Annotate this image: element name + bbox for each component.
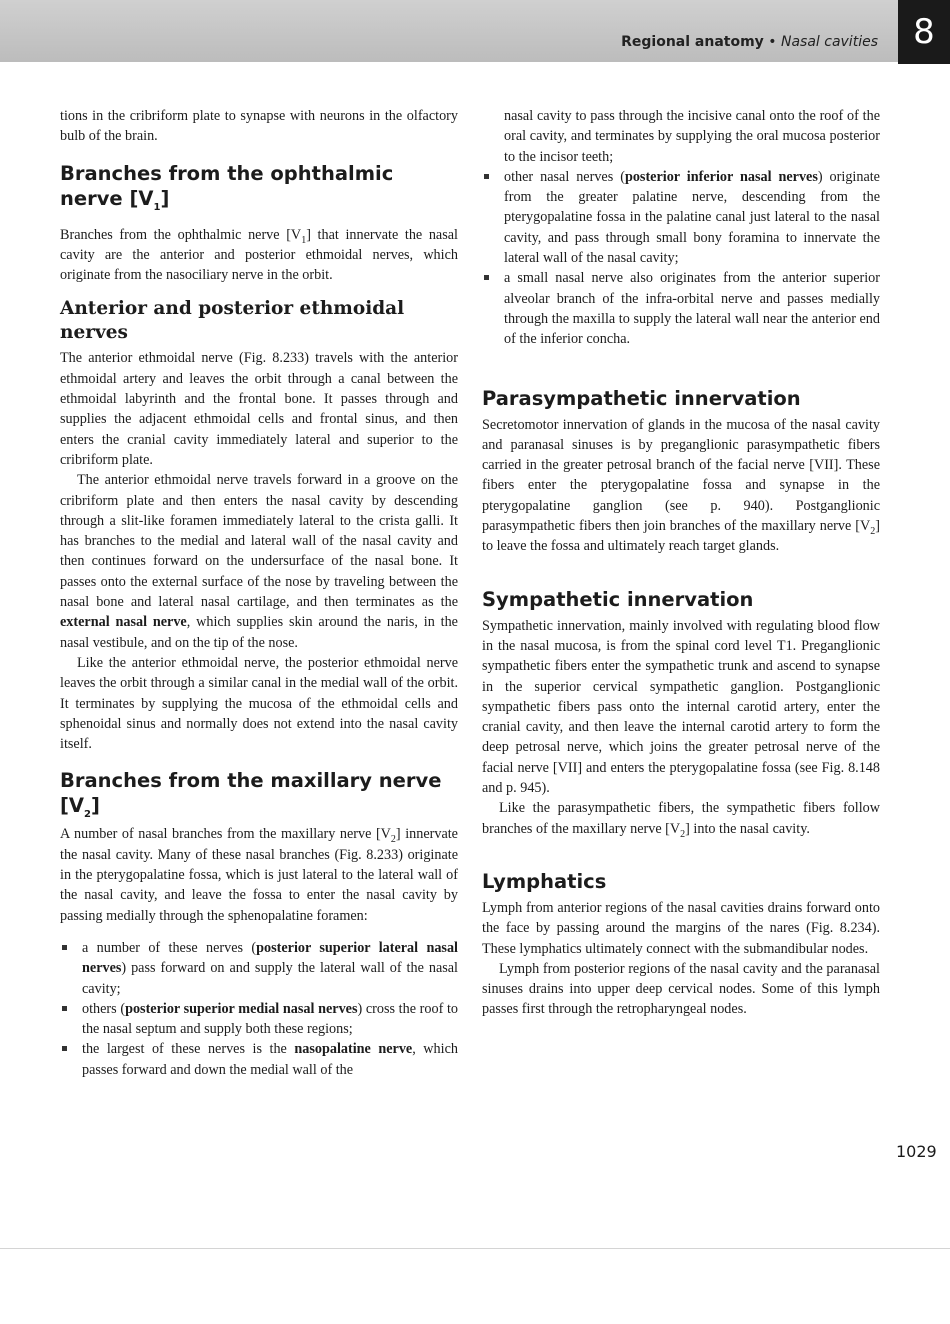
list-item: a small nasal nerve also originates from the anterior superior alveolar branch of the infra-orbital nerve and passes medially through the maxilla to supply the lateral wall near the anterior end of the inferior concha. (482, 268, 880, 349)
paragraph: Like the parasympathetic fibers, the sympathetic fibers follow branches of the maxillary nerve $[V_2]$ into the nasal cavity. (482, 800, 880, 840)
paragraph: nasal cavity to pass through the incisive canal onto the roof of the oral cavity, and terminates by supplying the oral mucosa posterior to the incisor teeth; (504, 108, 880, 165)
list-item: other nasal nerves (posterior inferior nasal nerves) originate from the greater palatine nerve, descending from the pterygopalatine fossa in the palatine canal just lateral to the nasal cavity, and pass through small bony foramina to innervate the lateral wall of the nasal cavity; (482, 167, 880, 268)
heading-ophthalmic: Branches from the ophthalmic nerve $[V_1]$ (60, 161, 394, 213)
header-subsection: Nasal cavities (780, 34, 878, 50)
nasal-branches-list-continued (482, 167, 880, 350)
list-item: a number of these nerves (posterior superior lateral nasal nerves) pass forward on and supply the lateral wall of the nasal cavity; (60, 938, 458, 999)
paragraph: Lymph from anterior regions of the nasal cavities drains forward onto the face by passing around the margins of the nares (Fig. 8.234). These lymphatics ultimately connect with the submandibular nodes. (482, 899, 880, 957)
paragraph: Lymph from posterior regions of the nasal cavity and the paranasal sinuses drains into upper deep cervical nodes. Some of this lymph passes first through the retropharyngeal nodes. (482, 960, 880, 1018)
heading-parasympathetic: Parasympathetic innervation (482, 386, 801, 410)
header-section: Regional anatomy (621, 34, 764, 50)
paragraph: Secretomotor innervation of glands in the mucosa of the nasal cavity and paranasal sinuses is by preganglionic parasympathetic fibers carried in the greater petrosal branch of the facial nerve [VII]. These fibers enter the pterygopalatine fossa and synapse in the pterygopalatine ganglion (see p. 940). Postganglionic parasympathetic fibers then join branches of the maxillary nerve $[V_2]$ to leave the fossa and ultimately reach target glands. (482, 416, 880, 555)
header-title (621, 34, 878, 50)
list-item: the largest of these nerves is the nasopalatine nerve, which passes forward and down the medial wall of the (60, 1039, 458, 1080)
list-item: others (posterior superior medial nasal nerves) cross the roof to the nasal septum and supply both these regions; (60, 999, 458, 1040)
heading-maxillary: Branches from the maxillary nerve $[V_2]$ (60, 769, 442, 821)
page-number: 1029 (896, 1142, 937, 1161)
paragraph: The anterior ethmoidal nerve (Fig. 8.233) travels with the anterior ethmoidal artery and leaves the orbit through a canal between the ethmoidal labyrinth and the frontal bone. It passes through and supplies the adjacent ethmoidal cells and frontal sinus, and then enters the cranial cavity immediately lateral and superior to the cribriform plate. (60, 350, 458, 468)
paragraph: Like the anterior ethmoidal nerve, the posterior ethmoidal nerve leaves the orbit through a similar canal in the medial wall of the orbit. It terminates by supplying the mucosa of the ethmoidal cells and sphenoidal sinus and normally does not extend into the nasal cavity itself. (60, 654, 458, 753)
heading-sympathetic: Sympathetic innervation (482, 587, 754, 611)
right-column (482, 106, 880, 1020)
header-separator: • (768, 34, 777, 50)
paragraph: Branches from the ophthalmic nerve $[V_1]$ that innervate the nasal cavity are the anterior and posterior ethmoidal nerves, which originate from the nasociliary nerve in the orbit. (60, 226, 458, 284)
paragraph: Sympathetic innervation, mainly involved with regulating blood flow in the nasal mucosa, is from the spinal cord level T1. Preganglionic sympathetic fibers enter the sympathetic trunk and ascend to synapse in the superior cervical sympathetic ganglion. Postganglionic sympathetic fibers pass onto the internal carotid artery, enter the cranial cavity, and then leave the internal carotid artery to form the deep petrosal nerve, which joins the greater petrosal nerve of the facial nerve [VII] and enters the pterygopalatine fossa (see Fig. 8.148 and p. 945). (482, 617, 880, 797)
chapter-tab: 8 (898, 0, 950, 64)
heading-ethmoidal: Anterior and posterior ethmoidal nerves (60, 298, 405, 344)
paragraph: The anterior ethmoidal nerve travels forward in a groove on the cribriform plate and then enters the nasal cavity by descending through a slit-like foramen immediately lateral to the crista galli. It has branches to the medial and lateral wall of the nasal cavity and then continues forward on the undersurface of the nasal bone. It passes onto the external surface of the nose by traveling between the nasal bone and lateral nasal cartilage, and then terminates as the external nasal nerve, which supplies skin around the naris, in the nasal vestibule, and on the tip of the nose. (60, 472, 458, 651)
nasal-branches-list (60, 938, 458, 1080)
paragraph: tions in the cribriform plate to synapse with neurons in the olfactory bulb of the brain. (60, 108, 458, 145)
left-column (60, 106, 458, 1080)
running-header (0, 0, 898, 62)
paragraph: A number of nasal branches from the maxillary nerve $[V_2]$ innervate the nasal cavity. Many of these nasal branches (Fig. 8.233) originate in the pterygopalatine fossa, which is just lateral to the lateral wall of the nasal cavity, and leave the fossa to enter the nasal cavity by passing medially through the sphenopalatine foramen: (60, 826, 458, 924)
heading-lymphatics: Lymphatics (482, 869, 607, 893)
bottom-rule (0, 1248, 950, 1249)
